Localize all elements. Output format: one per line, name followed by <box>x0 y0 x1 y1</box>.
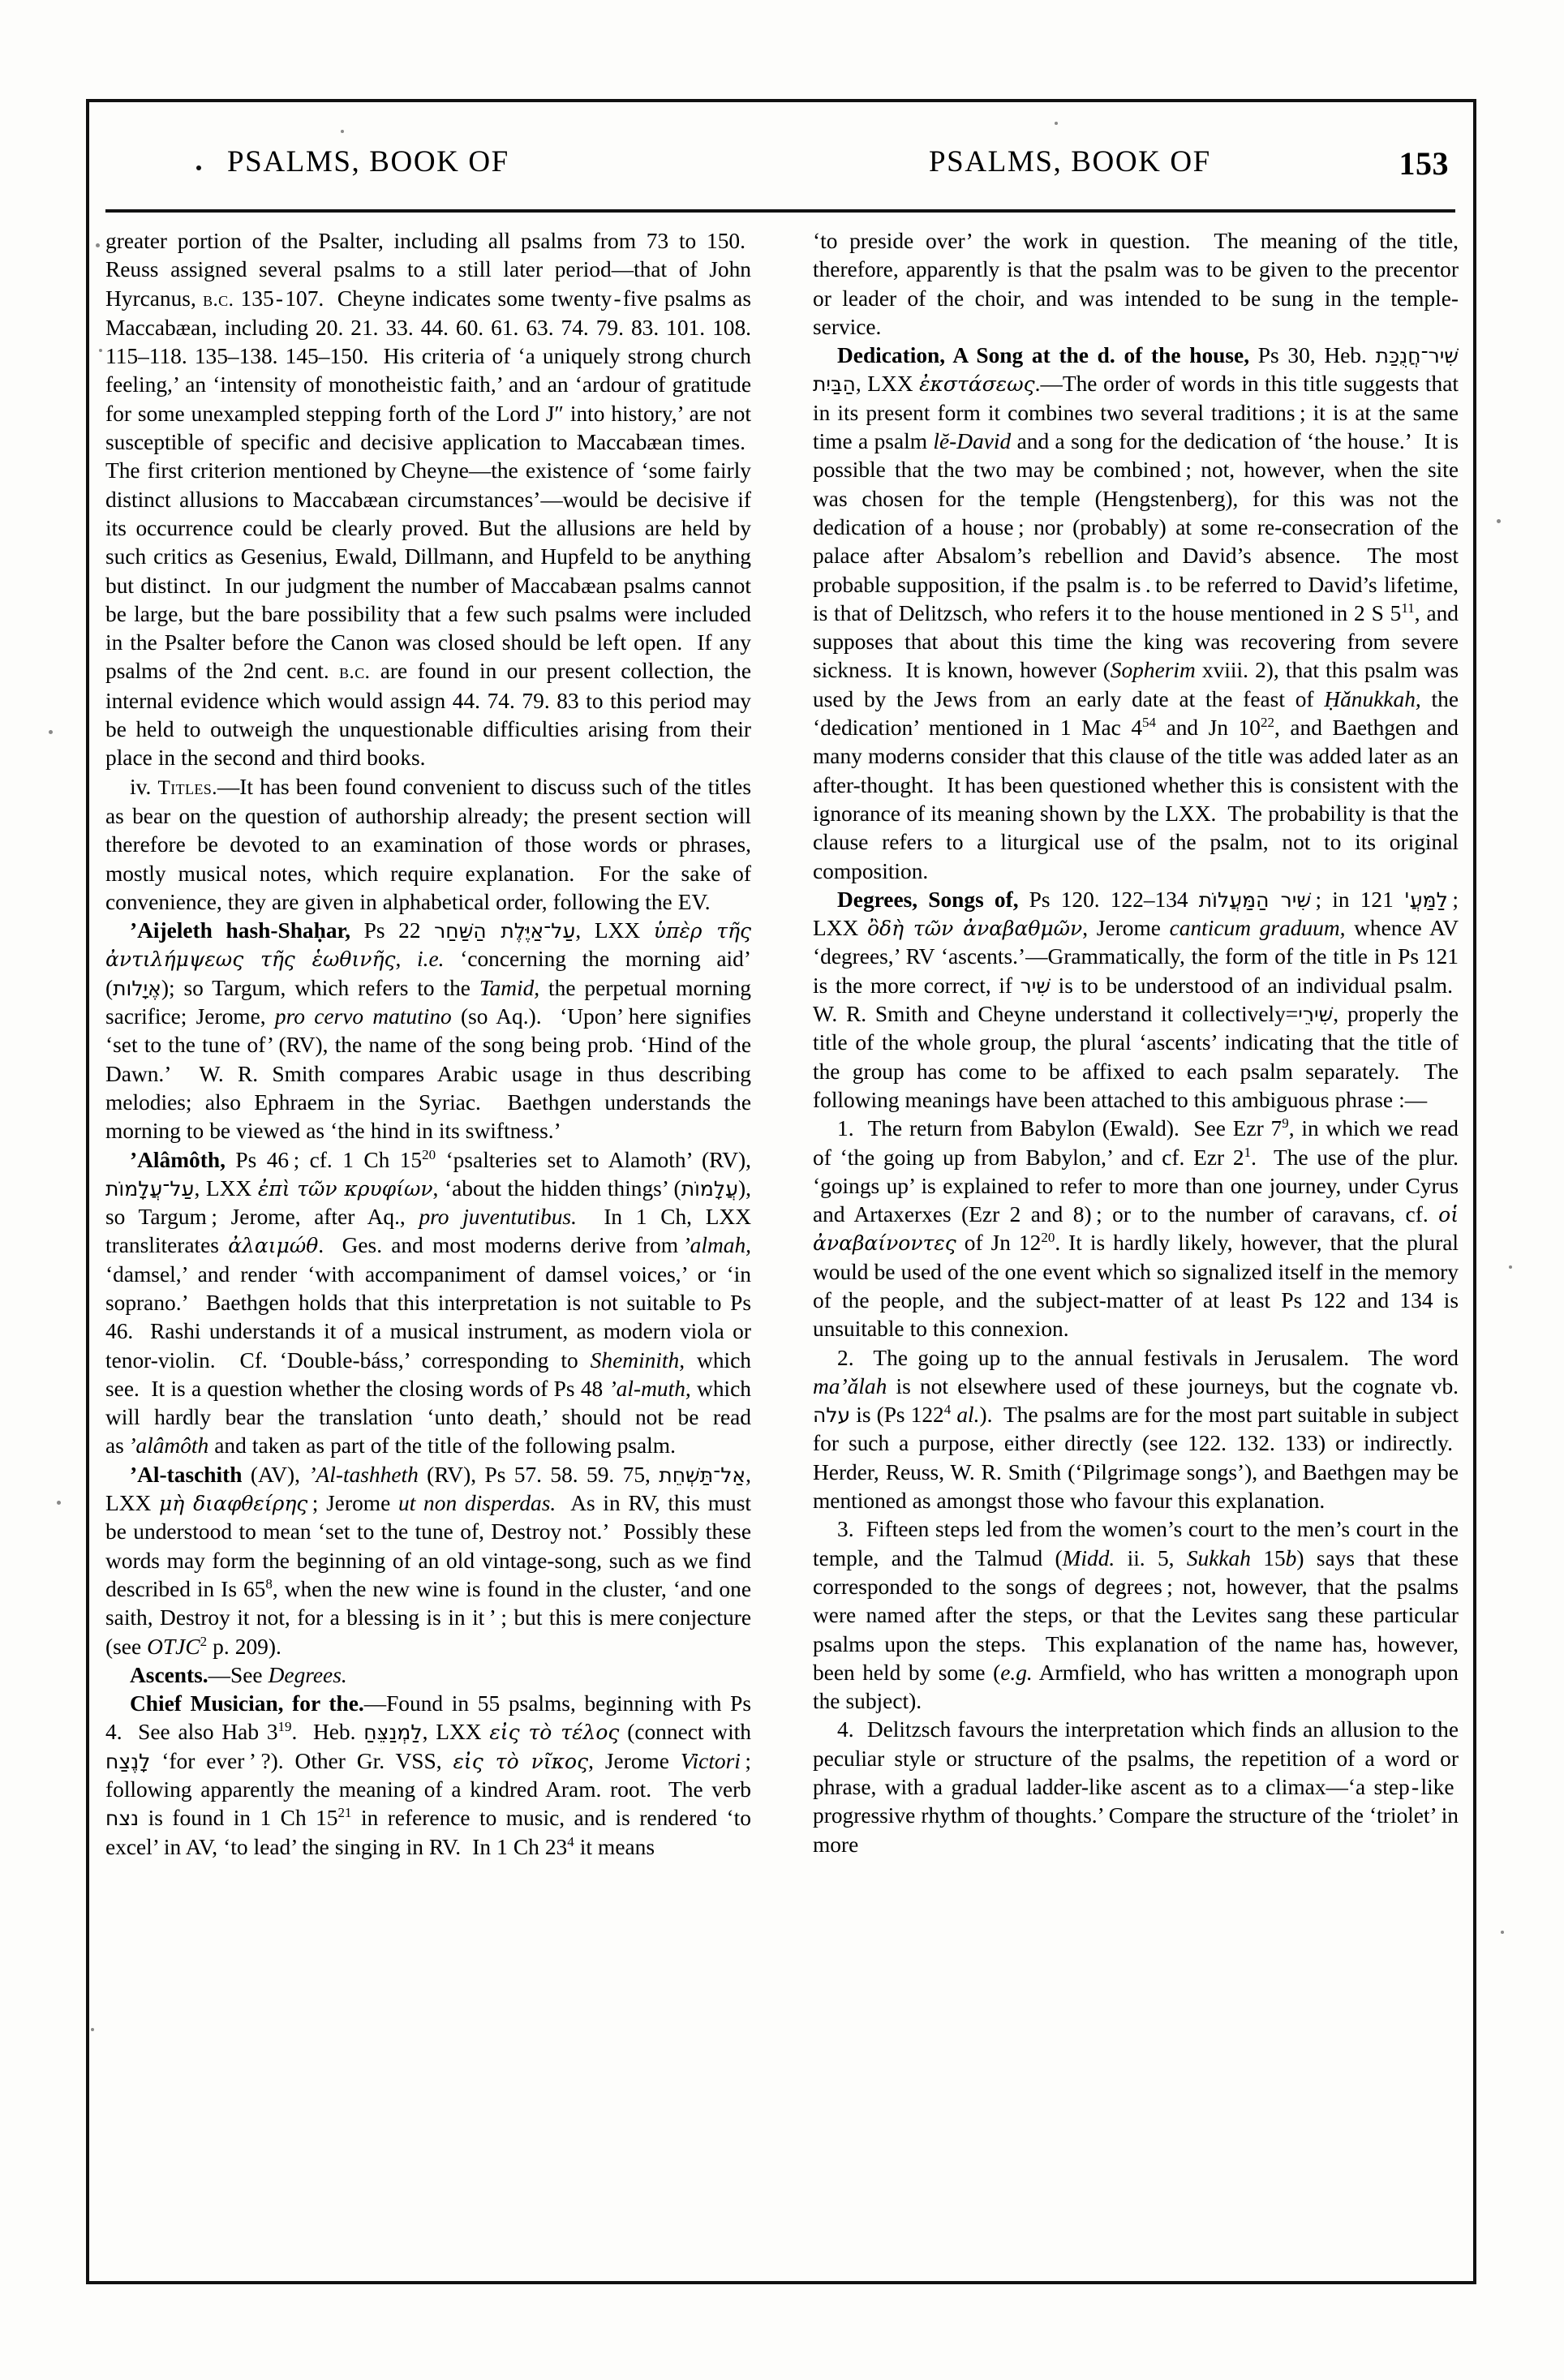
ink-speck-icon <box>1501 1931 1504 1934</box>
ink-speck-icon <box>341 130 344 133</box>
p-aijeleth: ’Aijeleth hash-Shaḥar, Ps 22 עַל־אַיֶּלֶת הַשַּׁחַר, LXX ὑπὲρ τῆς ἀντιλήμψεως τῆς ἑωθινῆς, i.e. ‘concerning the morning aid’ (אֶיָלות); so Targum, which refers to the Tamid, the perpetual morning sacrifice; Jerome, pro cervo matutino (so Aq.). ‘Upon’ here signifies ‘set to the tune of’ (RV), the name of the song being prob. ‘Hind of the Dawn.’ W. R. Smith compares Arabic usage in thus describing melodies; also Ephraem in the Syriac. Baethgen understands the morning to be viewed as ‘the hind in its swiftness.’ <box>105 918 752 1144</box>
p-maccabean-date: greater portion of the Psalter, including all psalms from 73 to 150. Reuss assigned several psalms to a still later period—that of John Hyrcanus, b.c. 135 - 107. Cheyne indicates some twenty - five psalms as Maccabæan, including 20. 21. 33. 44. 60. 61. 63. 74. 79. 83. 101. 108. 115–118. 135–138. 145–150. His criteria of ‘a uniquely strong church feeling,’ an ‘intensity of monotheistic faith,’ and an ‘ardour of gratitude for some unexampled stepping forth of the Lord J″ into history,’ are not susceptible of specific and decisive application to Maccabæan times. The first criterion mentioned by Cheyne—the existence of ‘some fairly distinct allusions to Maccabæan circumstances’—would be decisive if its occurrence could be clearly proved. But the allusions are held by such critics as Gesenius, Ewald, Dillmann, and Hupfeld to be anything but distinct. In our judgment the number of Maccabæan psalms cannot be large, but the bare possibility that a few such psalms were included in the Psalter before the Canon was closed should be left open. If any psalms of the 2nd cent. b.c. are found in our present collection, the internal evidence which would assign 44. 74. 79. 83 to this period may be held to outweigh the unquestionable difficulties arising from their place in the second and third books. <box>105 229 751 771</box>
left-text-column <box>105 227 751 1862</box>
ink-speck-icon <box>1509 1265 1512 1269</box>
ink-speck-icon <box>1497 519 1501 523</box>
p-titles: iv. Titles.—It has been found convenient to discuss such of the titles as bear on the question of authorship already; the present section will therefore be devoted to an examination of those words or phrases, mostly musical notes, which require explanation. For the sake of convenience, they are given in alphabetical order, following the EV. <box>105 774 751 914</box>
ink-speck-icon <box>99 349 102 352</box>
page-number: 153 <box>1399 145 1449 182</box>
p-degrees: Degrees, Songs of, Ps 120. 122–134 שִׁיר הַמַּעֲלוֹת ; in 121 לַמַּעֲ' ; LXX ὂδὴ τῶν ἀναβαθμῶν, Jerome canticum graduum, whence AV ‘degrees,’ RV ‘ascents.’—Grammatically, the form of the title in Ps 121 is the more correct, if שִׁיר is to be understood of an individual psalm. W. R. Smith and Cheyne understand it collectively=שִׁירֵי, properly the title of the whole group, the plural ‘ascents’ indicating that the title of the group has come to be affixed to each psalm separately. The following meanings have been attached to this ambiguous phrase :— <box>813 887 1459 1112</box>
p-alamoth: ’Alâmôth, Ps 46 ; cf. 1 Ch $15^{20}$ ‘psalteries set to Alamoth’ (RV), עַל־עֲלָמוֹת, LXX ἐπὶ τῶν κρυφίων, ‘about the hidden things’ (עֲלָמוֹת), so Targum ; Jerome, after Aq., pro juventutibus. In 1 Ch, LXX transliterates ἀλαιμώθ. Ges. and most moderns derive from ’almah, ‘damsel,’ and render ‘with accompaniment of damsel voices,’ or ‘in soprano.’ Baethgen holds that this interpretation is not suitable to Ps 46. Rashi understands it of a musical instrument, as modern viola or tenor-violin. Cf. ‘Double-báss,’ corresponding to Sheminith, which see. It is a question whether the closing words of Ps 48 ’al-muth, which will hardly bear the translation ‘unto death,’ should not be read as ’alâmôth and taken as part of the title of the following psalm. <box>105 1146 752 1459</box>
p-ascents: Ascents.—See Degrees. <box>130 1662 347 1687</box>
running-head-left: PSALMS, BOOK OF <box>227 145 509 178</box>
ink-speck-icon <box>91 2028 94 2031</box>
right-text-column <box>813 227 1459 1859</box>
p-altaschith: ’Al-taschith (AV), ’Al-tashheth (RV), Ps 57. 58. 59. 75, אַל־תַּשְׁחֵת, LXX μὴ διαφθείρης ; Jerome ut non disperdas. As in RV, this must be understood to mean ‘set to the tune of, Destroy not.’ Possibly these words may form the beginning of an old vintage-song, such as we find described in Is $65^8$, when the new wine is found in the cluster, ‘and one saith, Destroy it not, for a blessing is in it ’ ; but this is mere conjecture (see OTJC$^2$ p. 209). <box>105 1462 751 1659</box>
p-item-2: 2. The going up to the annual festivals in Jerusalem. The word ma’ǎlah is not elsewhere used of these journeys, but the cognate vb. עלה is (Ps $122^4$ al.). The psalms are for the most part suitable in subject for such a purpose, either directly (see 122. 132. 133) or indirectly. Herder, Reuss, W. R. Smith (‘Pilgrimage songs’), and Baethgen may be mentioned as amongst those who favour this explanation. <box>813 1345 1459 1514</box>
p-dedication: Dedication, A Song at the d. of the house, Ps 30, Heb. שִׁיר־חֲנֻכַּת הַבַּיִת, LXX ἐκστάσεως.—The order of words in this title suggests that in its present form it combines two several traditions ; it is at the same time a psalm lĕ-David and a song for the dedication of ‘the house.’ It is possible that the two may be combined ; not, however, when the site was chosen for the temple (Hengstenberg), for this was not the dedication of a house ; nor (probably) at some re-consecration of the palace after Absalom’s rebellion and David’s absence. The most probable supposition, if the psalm is . to be referred to David’s lifetime, is that of Delitzsch, who refers it to the house mentioned in 2 S $5^{11}$, and supposes that about this time the king was recovering from severe sickness. It is known, however (Sopherim xviii. 2), that this psalm was used by the Jews from an early date at the feast of Ḥǎnukkah, the ‘dedication’ mentioned in 1 Mac $4^{54}$ and Jn $10^{22}$, and Baethgen and many moderns consider that this clause of the title was added later as an after-thought. It has been questioned whether this is consistent with the ignorance of its meaning shown by the LXX. The probability is that the clause refers to a liturgical use of the psalm, not to its original composition. <box>813 343 1459 883</box>
p-item-4: 4. Delitzsch favours the interpretation which finds an allusion to the peculiar style or structure of the psalms, the repetition of a word or phrase, with a gradual ladder-like ascent as to a climax—‘a step - like progressive rhythm of thoughts.’ Compare the structure of the ‘triolet’ in more <box>813 1717 1459 1857</box>
ink-speck-icon <box>196 165 201 170</box>
p-item-3: 3. Fifteen steps led from the women’s court to the men’s court in the temple, and the Talmud (Midd. ii. 5, Sukkah 15b) says that these corresponded to the songs of degrees ; not, however, that the psalms were named after the steps, or that the Levites sang these particular psalms upon the steps. This explanation of the name has, however, been held by some (e.g. Armfield, who has written a monograph upon the subject). <box>813 1517 1459 1714</box>
ink-speck-icon <box>57 1501 61 1505</box>
running-head <box>105 144 1455 195</box>
p-chief-musician: Chief Musician, for the.—Found in 55 psalms, beginning with Ps 4. See also Hab $3^{19}$. Heb. לַמְנַצֵּחַ, LXX εἰς τὸ τέλος (connect with לָנֶצַח ‘for ever ’ ?). Other Gr. VSS, εἰς τὸ νῖκος, Jerome Victori ; following apparently the meaning of a kindred Aram. root. The verb נצח is found in 1 Ch $15^{21}$ in reference to music, and is rendered ‘to excel’ in AV, ‘to lead’ the singing in RV. In 1 Ch $23^4$ it means <box>105 1691 751 1859</box>
ink-speck-icon <box>49 730 53 734</box>
ink-speck-icon <box>1055 122 1058 125</box>
p-preside: ‘to preside over’ the work in question. The meaning of the title, therefore, apparently is that the psalm was to be given to the precentor or leader of the choir, and was intended to be sung in the temple-service. <box>813 229 1459 339</box>
header-rule <box>105 209 1455 213</box>
p-item-1: 1. The return from Babylon (Ewald). See Ezr $7^9$, in which we read of ‘the going up from Babylon,’ and cf. Ezr $2^1$. The use of the plur. ‘goings up’ is explained to refer to more than one journey, under Cyrus and Artaxerxes (Ezr 2 and 8) ; or to the number of caravans, cf. οἱ ἀναβαίνοντες of Jn $12^{20}$. It is hardly likely, however, that the plural would be used of the one event which so signalized itself in the memory of the people, and the subject-matter of at least Ps 122 and 134 is unsuitable to this connexion. <box>813 1115 1459 1342</box>
running-head-right: PSALMS, BOOK OF <box>929 145 1211 178</box>
ink-speck-icon <box>96 243 100 247</box>
